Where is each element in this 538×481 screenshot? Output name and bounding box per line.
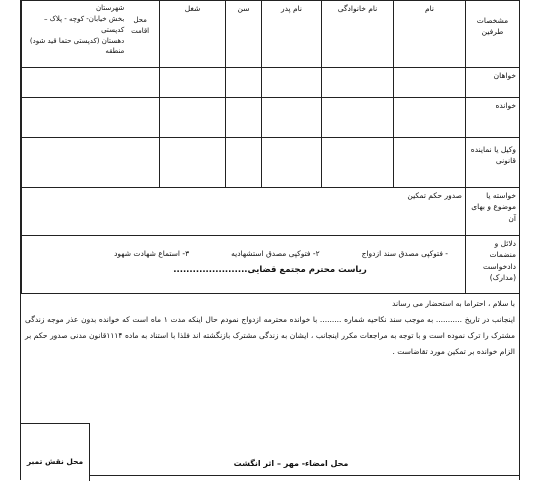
- evidence-item: ۳- استماع شهادت شهود: [114, 249, 190, 258]
- signature-label: محل امضاء- مهر – اثر انگشت: [233, 459, 349, 468]
- lawyer-age-cell[interactable]: [226, 138, 262, 188]
- header-parties: مشخصات طرفین: [466, 1, 520, 68]
- defendant-age-cell[interactable]: [226, 98, 262, 138]
- header-residence-label: محل اقامت: [131, 16, 150, 35]
- lawyer-label: وکیل یا نماینده قانونی: [466, 138, 520, 188]
- claim-text: صدور حکم تمکین: [407, 191, 462, 200]
- bottom-divider: [89, 475, 519, 476]
- defendant-first-name-cell[interactable]: [394, 98, 466, 138]
- defendant-father-cell[interactable]: [262, 98, 322, 138]
- form-sheet: [20, 0, 520, 480]
- header-job: شغل: [160, 1, 226, 68]
- lawyer-last-name-cell[interactable]: [322, 138, 394, 188]
- lawyer-father-cell[interactable]: [262, 138, 322, 188]
- parties-table: [21, 0, 520, 294]
- header-age: سن: [226, 1, 262, 68]
- defendant-address-cell[interactable]: [22, 98, 160, 138]
- letter-body: اینجانب در تاریخ ........... به موجب سند نکاحیه شماره ......... با خوانده محترمه ازدواج نمودم حال اینکه مدت ۱ ماه است که خوانده بدون عذر موجه زندگی مشترک را ترک نموده است و با توجه به مراجعات مکرر اینجانب ، ایشان به زندگی مشترک بازنگشته اند فلذا با استناد به ماده ۱۱۱۴قانون مدنی صدور حکم بر الزام خوانده بر تمکین مورد تقاضاست .: [25, 315, 515, 357]
- evidence-item: ۲- فتوکپی مصدق استشهادیه: [231, 249, 320, 258]
- stamp-label: محل نقش تمبر: [26, 457, 84, 466]
- header-first-name: نام: [394, 1, 466, 68]
- lawyer-first-name-cell[interactable]: [394, 138, 466, 188]
- plaintiff-label: خواهان: [466, 68, 520, 98]
- header-address-line1: شهرستان: [96, 4, 125, 12]
- evidence-label: دلائل و منضمات دادخواست (مدارک): [466, 236, 520, 294]
- defendant-label: خوانده: [466, 98, 520, 138]
- salutation: ریاست محترم مجتمع قضایی.......................: [173, 265, 367, 275]
- evidence-list: [25, 248, 462, 259]
- plaintiff-age-cell[interactable]: [226, 68, 262, 98]
- plaintiff-first-name-cell[interactable]: [394, 68, 466, 98]
- plaintiff-row: [22, 68, 520, 98]
- plaintiff-last-name-cell[interactable]: [322, 68, 394, 98]
- defendant-last-name-cell[interactable]: [322, 98, 394, 138]
- defendant-job-cell[interactable]: [160, 98, 226, 138]
- header-address-line2: بخش خیابان- کوچه - پلاک – کدپستی: [43, 14, 125, 34]
- letter-text: [25, 296, 515, 361]
- claim-row: [22, 188, 520, 236]
- plaintiff-job-cell[interactable]: [160, 68, 226, 98]
- plaintiff-father-cell[interactable]: [262, 68, 322, 98]
- table-header-row: [22, 1, 520, 68]
- header-address-line4: منطقه: [105, 47, 125, 56]
- lawyer-job-cell[interactable]: [160, 138, 226, 188]
- header-father-name: نام پدر: [262, 1, 322, 68]
- greeting: با سلام ، احتراما به استحضار می رساند: [392, 299, 515, 308]
- lawyer-address-cell[interactable]: [22, 138, 160, 188]
- lawyer-row: [22, 138, 520, 188]
- header-last-name: نام خانوادگی: [322, 1, 394, 68]
- letter-section: [21, 263, 519, 480]
- defendant-row: [22, 98, 520, 138]
- claim-cell[interactable]: [22, 188, 466, 236]
- claim-label: خواسته یا موضوع و بهای آن: [466, 188, 520, 236]
- evidence-item: - فتوکپی مصدق سند ازدواج: [361, 249, 448, 258]
- plaintiff-address-cell[interactable]: [22, 68, 160, 98]
- header-residence: [22, 1, 160, 68]
- header-address-line3: دهستان (کدپستی حتما قید شود): [29, 36, 125, 45]
- stamp-box: [21, 423, 90, 481]
